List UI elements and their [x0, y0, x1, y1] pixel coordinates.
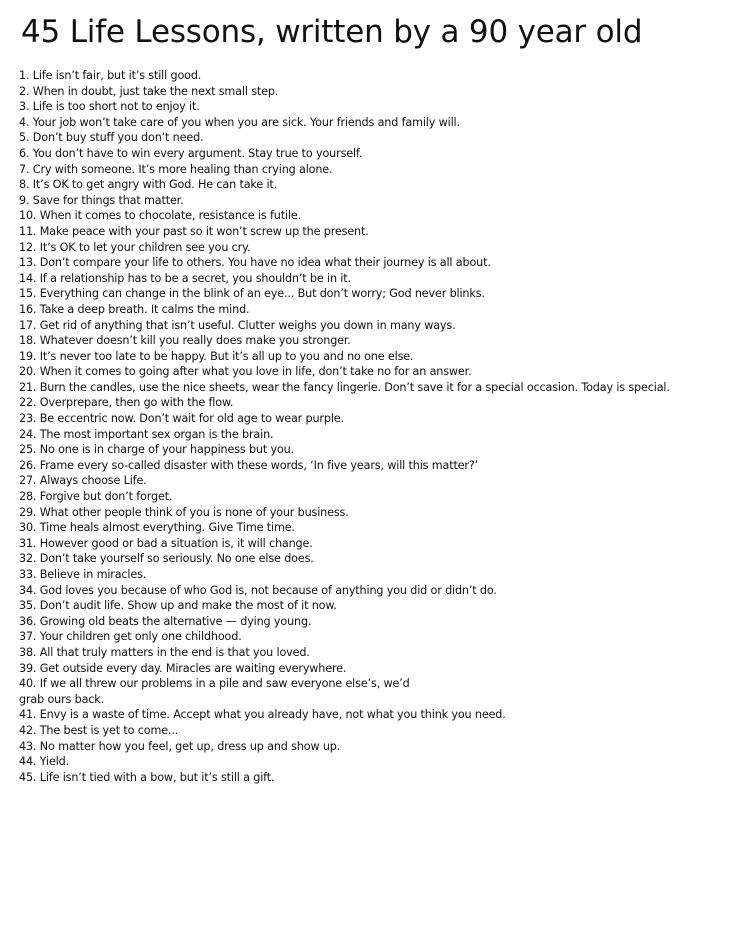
- list-item: 7. Cry with someone. It’s more healing than crying alone.: [19, 162, 333, 176]
- list-item: 26. Frame every so-called disaster with these words, ‘In five years, will this matter?’: [19, 458, 479, 472]
- list-item: 39. Get outside every day. Miracles are waiting everywhere.: [19, 661, 347, 675]
- list-item: 43. No matter how you feel, get up, dress up and show up.: [19, 739, 341, 753]
- list-item: 42. The best is yet to come...: [19, 723, 179, 737]
- list-item: 11. Make peace with your past so it won’t screw up the present.: [19, 224, 369, 238]
- list-item: 37. Your children get only one childhood.: [19, 630, 242, 644]
- list-item: 15. Everything can change in the blink of an eye... But don’t worry; God never blinks.: [19, 287, 485, 301]
- list-item: 29. What other people think of you is none of your business.: [19, 505, 349, 519]
- list-item: 10. When it comes to chocolate, resistance is futile.: [19, 209, 301, 223]
- list-item: 30. Time heals almost everything. Give Time time.: [19, 521, 295, 535]
- list-item: 8. It’s OK to get angry with God. He can take it.: [19, 178, 278, 192]
- list-item: 34. God loves you because of who God is, not because of anything you did or didn’t do.: [19, 583, 497, 597]
- list-item: 38. All that truly matters in the end is that you loved.: [19, 645, 310, 659]
- list-item: 1. Life isn’t fair, but it’s still good.: [19, 69, 202, 82]
- list-item: 5. Don’t buy stuff you don’t need.: [19, 131, 204, 145]
- list-item: 35. Don’t audit life. Show up and make the most of it now.: [19, 599, 337, 613]
- list-item: 16. Take a deep breath. It calms the mind.: [19, 302, 250, 316]
- list-item: 14. If a relationship has to be a secret, you shouldn’t be in it.: [19, 271, 351, 285]
- list-item: 3. Life is too short not to enjoy it.: [19, 100, 200, 114]
- list-item: 21. Burn the candles, use the nice sheets, wear the fancy lingerie. Don’t save it for a special occasion. Today is special.: [19, 380, 670, 394]
- list-item: 12. It’s OK to let your children see you cry.: [19, 240, 251, 254]
- list-item: 19. It’s never too late to be happy. But it’s all up to you and no one else.: [19, 349, 414, 363]
- list-item: 32. Don’t take yourself so seriously. No one else does.: [19, 552, 314, 566]
- list-item: 9. Save for things that matter.: [19, 193, 184, 207]
- list-item: 4. Your job won’t take care of you when you are sick. Your friends and family will.: [19, 115, 460, 129]
- page-title: 45 Life Lessons, written by a 90 year old: [21, 14, 643, 50]
- list-item: 25. No one is in charge of your happiness but you.: [19, 443, 295, 457]
- list-item: 31. However good or bad a situation is, it will change.: [19, 536, 313, 550]
- list-item: 24. The most important sex organ is the brain.: [19, 427, 274, 441]
- list-item: 40. If we all threw our problems in a pile and saw everyone else’s, we’d: [19, 677, 410, 691]
- list-item: 33. Believe in miracles.: [19, 568, 147, 581]
- list-item: grab ours back.: [19, 692, 105, 706]
- list-item: 36. Growing old beats the alternative — dying young.: [19, 614, 312, 628]
- lessons-list: [19, 68, 734, 785]
- list-item: 28. Forgive but don’t forget.: [19, 490, 173, 504]
- list-item: 45. Life isn’t tied with a bow, but it’s still a gift.: [19, 770, 275, 784]
- list-item: 23. Be eccentric now. Don’t wait for old age to wear purple.: [19, 412, 344, 426]
- list-item: 41. Envy is a waste of time. Accept what you already have, not what you think you need.: [19, 708, 506, 722]
- list-item: 44. Yield.: [19, 755, 70, 769]
- list-item: 2. When in doubt, just take the next small step.: [19, 84, 279, 98]
- list-item: 18. Whatever doesn’t kill you really does make you stronger.: [19, 334, 351, 348]
- list-item: 13. Don’t compare your life to others. You have no idea what their journey is all about.: [19, 256, 491, 270]
- list-item: 22. Overprepare, then go with the flow.: [19, 396, 234, 410]
- list-item: 17. Get rid of anything that isn’t useful. Clutter weighs you down in many ways.: [19, 318, 456, 332]
- list-item: 27. Always choose Life.: [19, 474, 147, 488]
- list-item: 20. When it comes to going after what you love in life, don’t take no for an answer.: [19, 365, 472, 379]
- list-item: 6. You don’t have to win every argument. Stay true to yourself.: [19, 146, 363, 160]
